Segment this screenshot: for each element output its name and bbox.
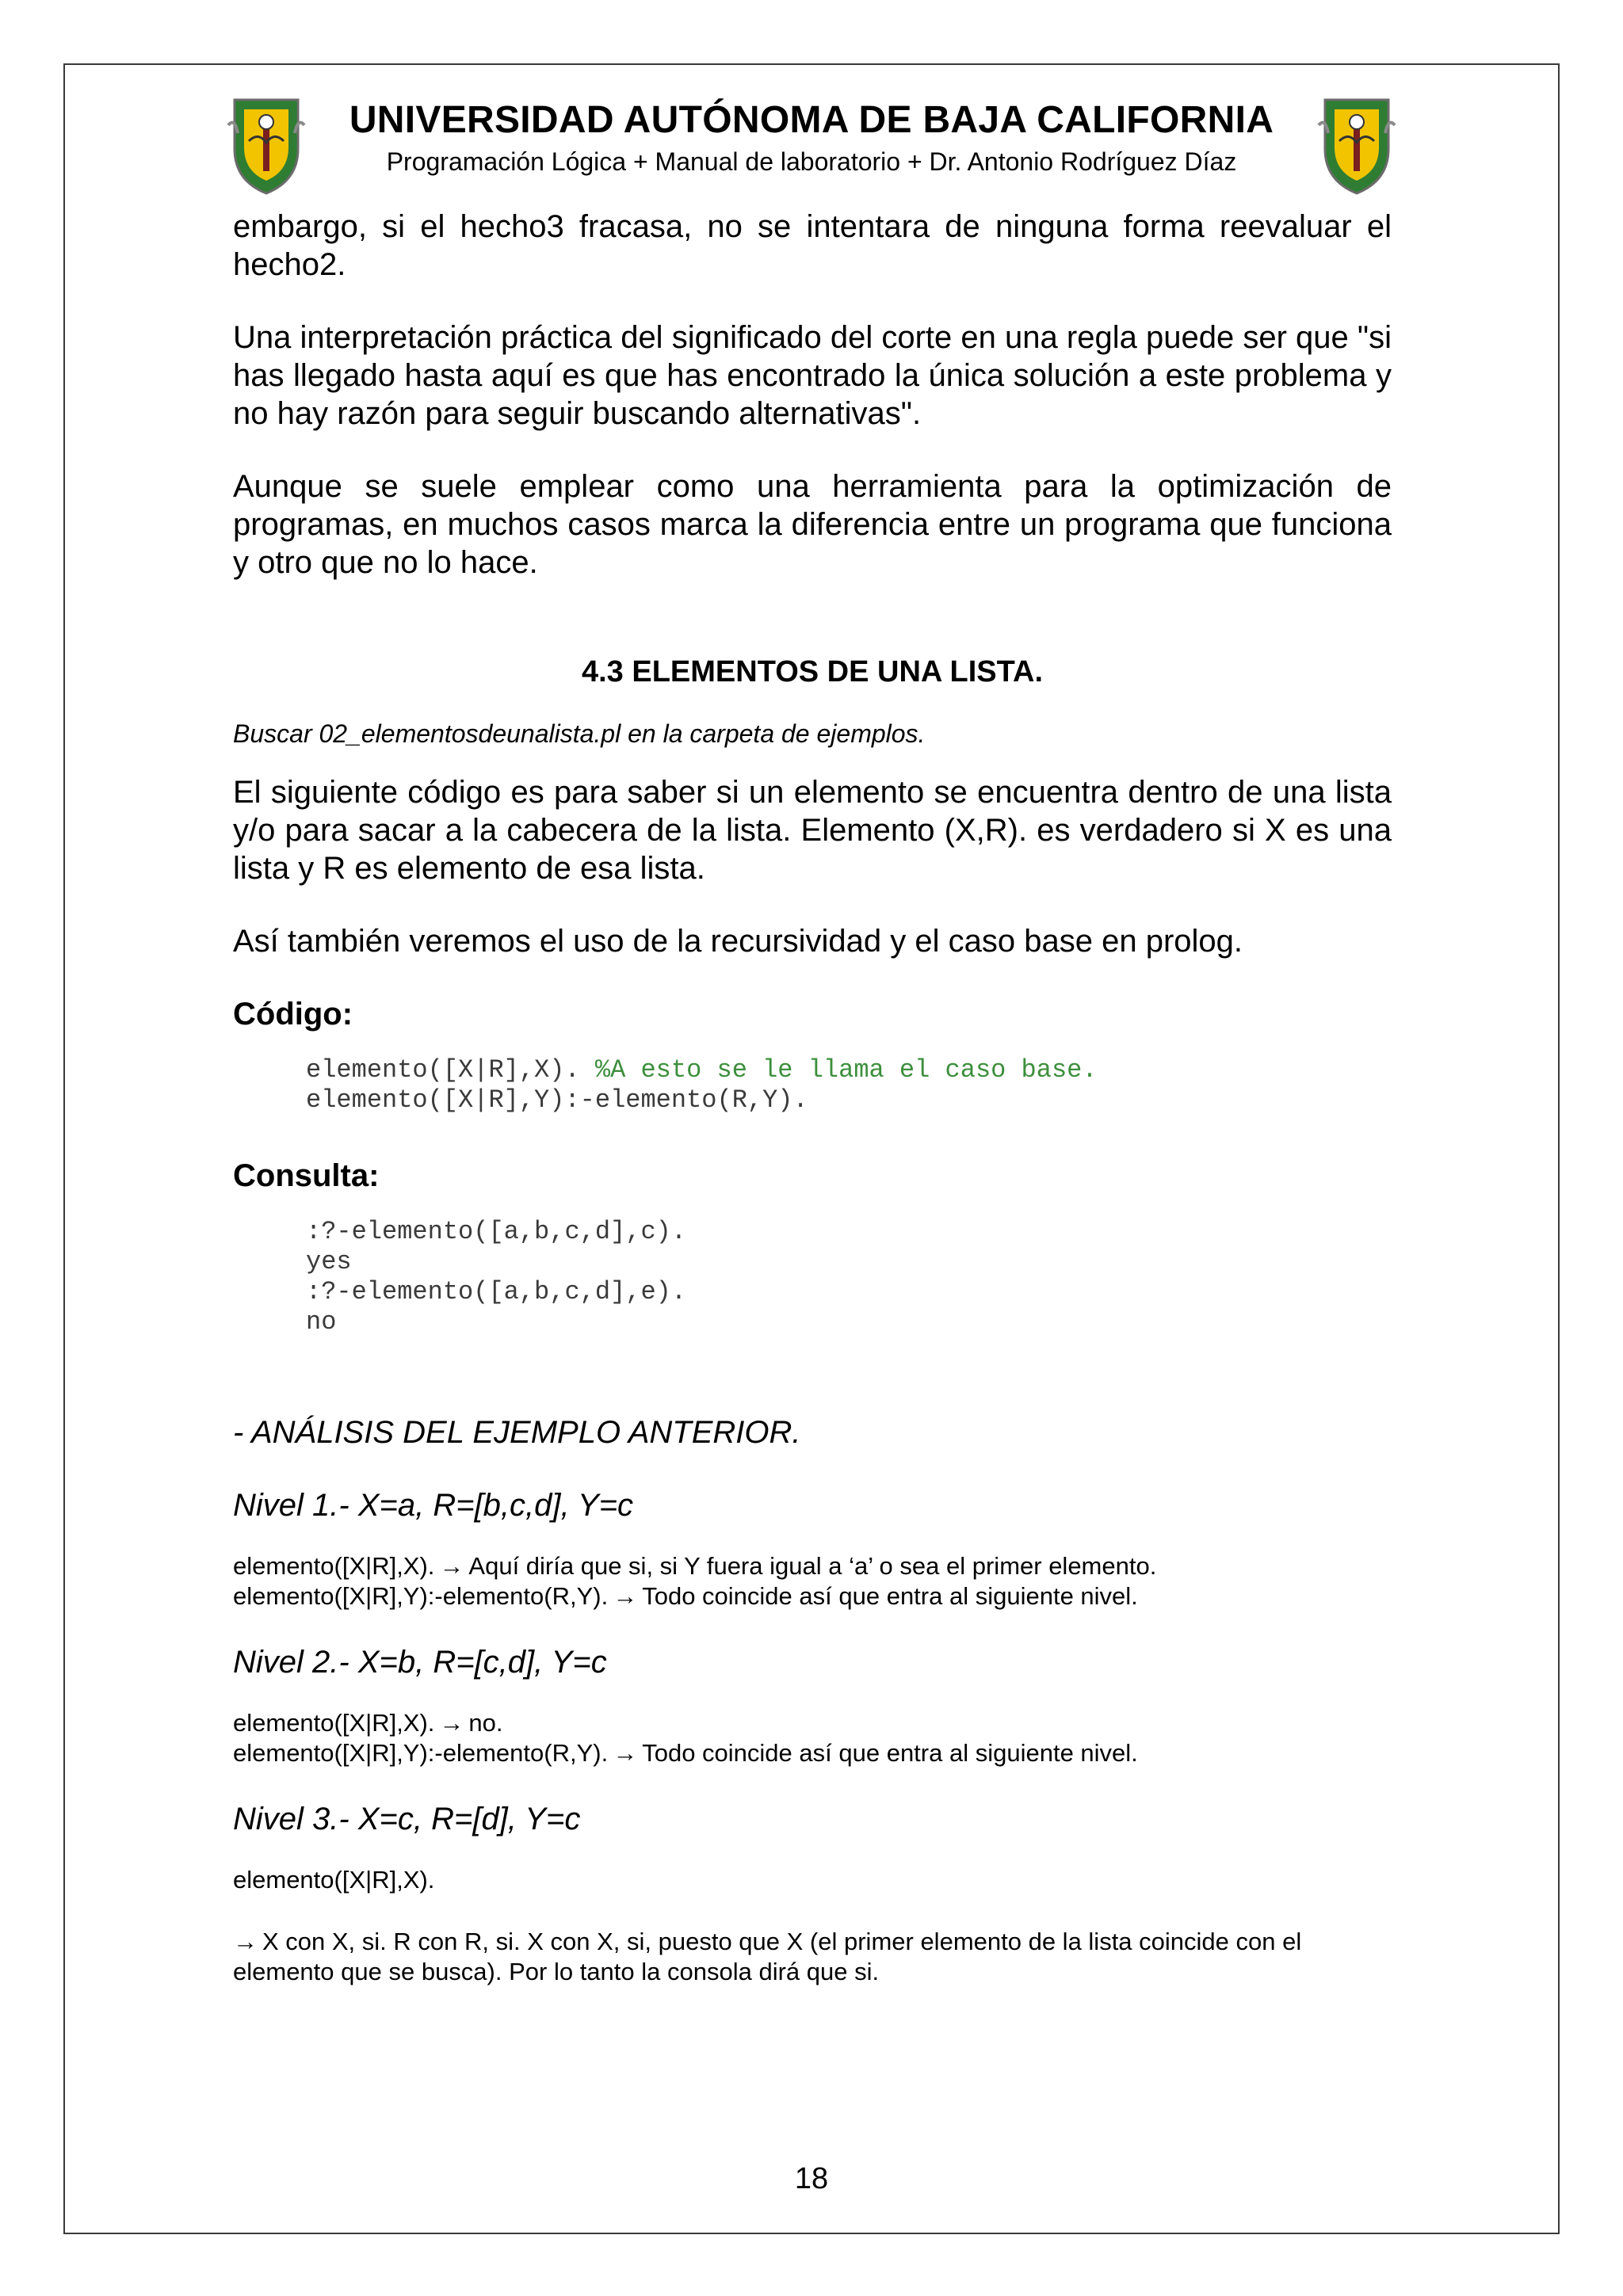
explanation-text: Todo coincide así que entra al siguiente nivel. xyxy=(642,1739,1138,1767)
code-line: elemento([X|R],X). xyxy=(306,1055,580,1085)
arrow-right-icon: → xyxy=(439,1709,464,1737)
inline-code: elemento([X|R],X). xyxy=(233,1552,435,1580)
conclusion-text: X con X, si. R con R, si. X con X, si, puesto que X (el primer elemento de la lista coincide con el elemento que se busca). Por lo tanto la consola dirá que si. xyxy=(233,1928,1302,1985)
paragraph-intro-1: embargo, si el hecho3 fracasa, no se intentara de ninguna forma reevaluar el hecho2. xyxy=(233,209,1392,282)
query-line: no xyxy=(306,1307,337,1337)
arrow-right-icon: → xyxy=(439,1552,464,1580)
query-label: Consulta: xyxy=(233,1158,380,1193)
level-1-title: Nivel 1.- X=a, R=[b,c,d], Y=c xyxy=(233,1488,634,1523)
paragraph-intro-2: Una interpretación práctica del significado del corte en una regla puede ser que "si has llegado hasta aquí es que has encontrado la única solución a este problema y no hay razón para seguir buscando alternativas". xyxy=(233,320,1392,431)
inline-code: elemento([X|R],Y):-elemento(R,Y). xyxy=(233,1582,609,1610)
code-line: elemento([X|R],Y):-elemento(R,Y). xyxy=(306,1085,808,1115)
explanation-text: Todo coincide así que entra al siguiente nivel. xyxy=(642,1582,1138,1610)
level-1-line-2 xyxy=(233,1581,1392,1611)
example-file-note: Buscar 02_elementosdeunalista.pl en la carpeta de ejemplos. xyxy=(233,719,926,748)
query-line: :?-elemento([a,b,c,d],e). xyxy=(306,1277,687,1306)
inline-code: elemento([X|R],Y):-elemento(R,Y). xyxy=(233,1739,609,1767)
page-content xyxy=(233,208,1392,1987)
arrow-right-icon: → xyxy=(613,1582,638,1610)
level-3-line-1: elemento([X|R],X). xyxy=(233,1866,435,1894)
page-header xyxy=(127,93,1496,204)
query-line: :?-elemento([a,b,c,d],c). xyxy=(306,1217,687,1246)
explanation-text: Aquí diría que si, si Y fuera igual a ‘a’ o sea el primer elemento. xyxy=(468,1552,1157,1580)
analysis-title: - ANÁLISIS DEL EJEMPLO ANTERIOR. xyxy=(233,1415,801,1450)
level-2-title: Nivel 2.- X=b, R=[c,d], Y=c xyxy=(233,1645,607,1680)
section-heading: 4.3 ELEMENTOS DE UNA LISTA. xyxy=(581,655,1044,688)
level-2-details xyxy=(233,1708,1392,1768)
level-1-details xyxy=(233,1551,1392,1611)
manual-subtitle: Programación Lógica + Manual de laboratorio + Dr. Antonio Rodríguez Díaz xyxy=(386,147,1237,176)
page-number: 18 xyxy=(794,2162,829,2195)
query-line: yes xyxy=(306,1247,352,1276)
code-block xyxy=(306,1055,1392,1116)
inline-code: elemento([X|R],X). xyxy=(233,1709,435,1737)
level-2-line-2 xyxy=(233,1738,1392,1768)
level-2-line-1 xyxy=(233,1708,1392,1738)
code-label: Código: xyxy=(233,997,353,1032)
paragraph-intro-3: Aunque se suele emplear como una herramienta para la optimización de programas, en muchos casos marca la diferencia entre un programa que funciona y otro que no lo hace. xyxy=(233,469,1392,580)
header-text xyxy=(127,97,1496,177)
code-comment: %A esto se le llama el caso base. xyxy=(594,1055,1098,1085)
arrow-right-icon: → xyxy=(233,1928,258,1955)
level-3-title: Nivel 3.- X=c, R=[d], Y=c xyxy=(233,1802,581,1836)
level-3-conclusion xyxy=(233,1927,1392,1987)
arrow-right-icon: → xyxy=(613,1739,638,1767)
paragraph-section-2: Así también veremos el uso de la recursividad y el caso base en prolog. xyxy=(233,924,1243,959)
paragraph-section-1: El siguiente código es para saber si un elemento se encuentra dentro de una lista y/o para sacar a la cabecera de la lista. Elemento (X,R). es verdadero si X es una lista y R es elemento de esa lista. xyxy=(233,775,1392,886)
query-block xyxy=(306,1217,1392,1337)
level-3-details xyxy=(233,1865,1392,1895)
university-title: UNIVERSIDAD AUTÓNOMA DE BAJA CALIFORNIA xyxy=(349,99,1274,141)
level-1-line-1 xyxy=(233,1551,1392,1581)
explanation-text: no. xyxy=(468,1709,503,1737)
